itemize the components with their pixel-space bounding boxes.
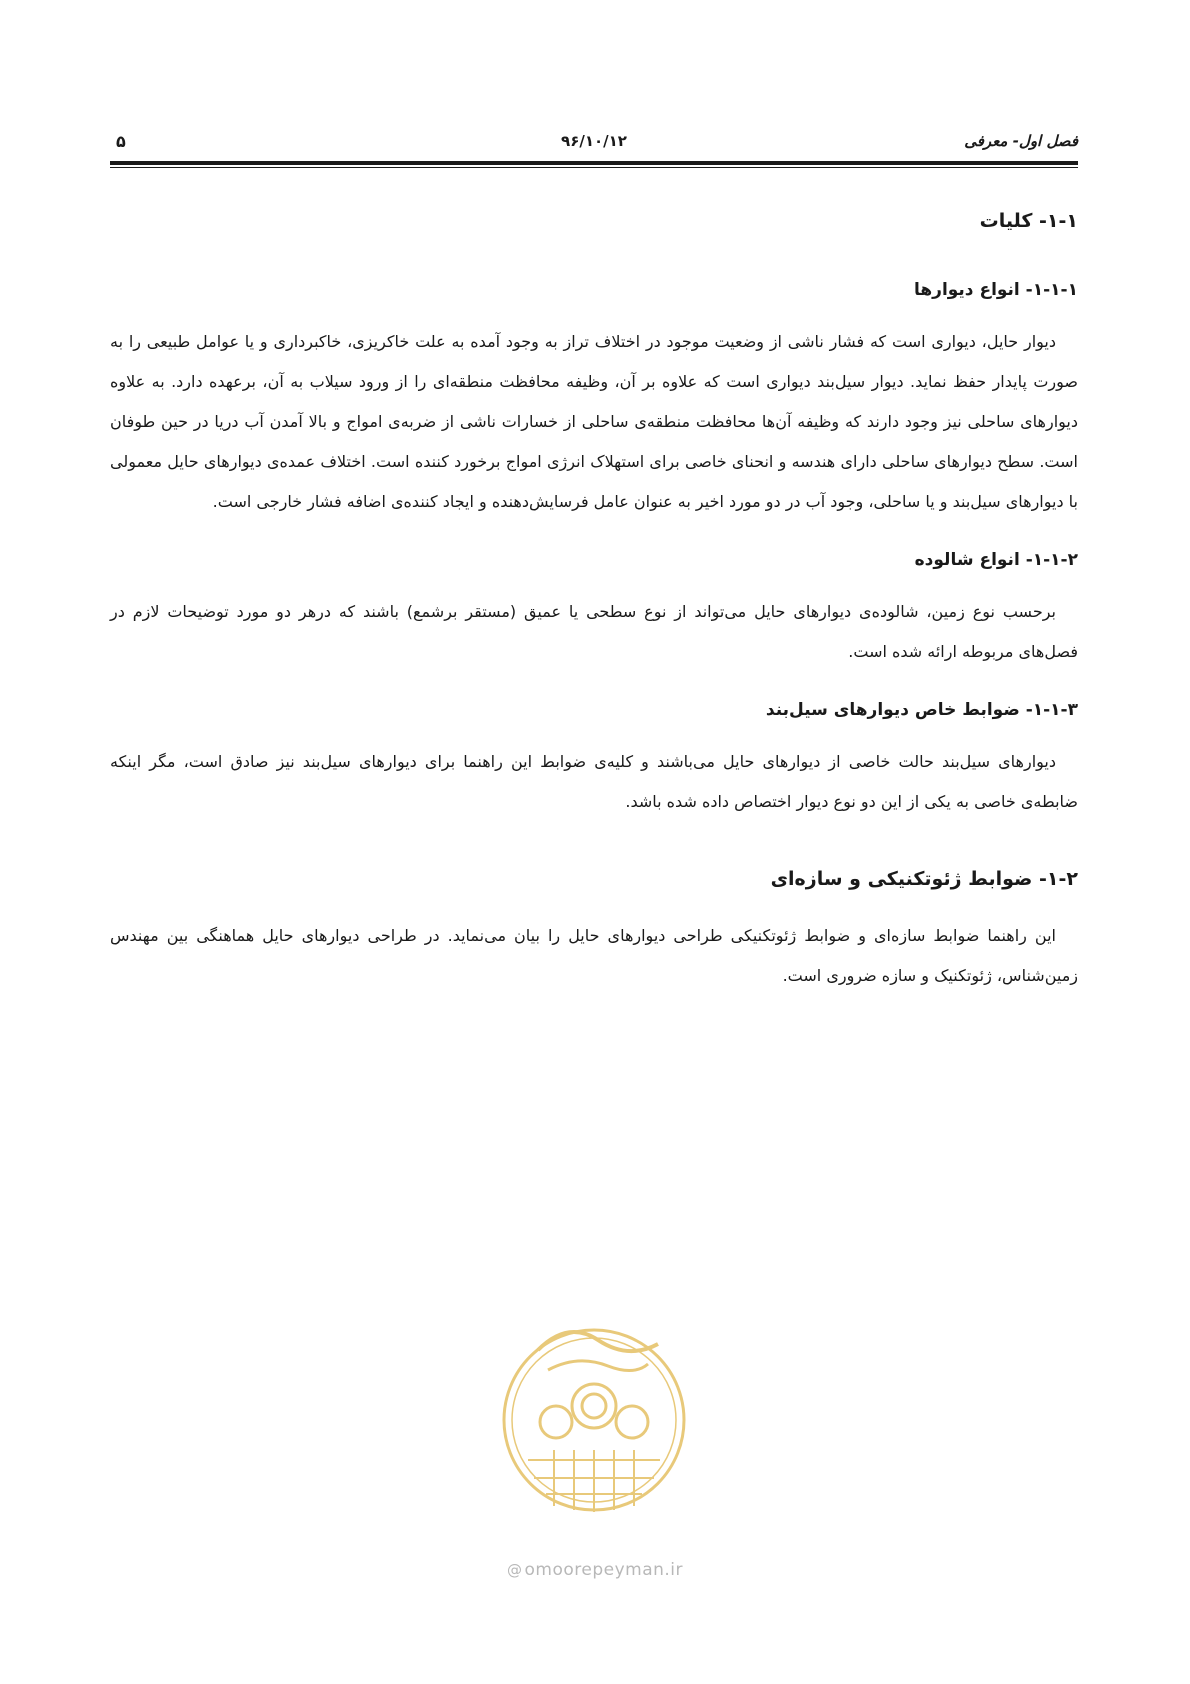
page-header xyxy=(110,128,1078,156)
document-body xyxy=(110,210,1078,996)
paragraph-wall-types: دیوار حایل، دیواری است که فشار ناشی از وضعیت موجود در اختلاف تراز به وجود آمده به علت خاکریزی، خاکبرداری و یا عوامل طبیعی را به صورت پایدار حفظ نماید. دیوار سیل‌بند دیواری است که علاوه بر آن، وظیفه محافظت منطقه‌ای را از ورود سیلاب به آن، برعهده دارد. به علاوه دیوارهای ساحلی نیز وجود دارند که وظیفه آن‌ها محافظت منطقه‌ی ساحلی از خسارات ناشی از ضربه‌ی امواج و بالا آمدن آب دریا در حین طوفان است. سطح دیوارهای ساحلی دارای هندسه و انحنای خاصی برای استهلاک انرژی امواج برخورد کننده است. اختلاف عمده‌ی دیوارهای حایل معمولی با دیوارهای سیل‌بند و یا ساحلی، وجود آب در دو مورد اخیر به عنوان عامل فرسایش‌دهنده و ایجاد کننده‌ی اضافه فشار خارجی است. xyxy=(110,332,1078,511)
subsection-title-foundation-types: ۱-۱-۲- انواع شالوده xyxy=(914,550,1078,570)
paragraph-geotechnical: این راهنما ضوابط سازه‌ای و ضوابط ژئوتکنیکی طراحی دیوارهای حایل را بیان می‌نماید. در طراحی دیوارهای حایل هماهنگی بین مهندس زمین‌شناس، ژئوتکنیک و سازه ضروری است. xyxy=(110,926,1078,985)
subsection-title-flood-wall-rules: ۱-۱-۳- ضوابط خاص دیوارهای سیل‌بند xyxy=(765,700,1078,720)
paragraph-flood-wall-rules: دیوارهای سیل‌بند حالت خاصی از دیوارهای حایل می‌باشند و کلیه‌ی ضوابط این راهنما برای دیوارهای سیل‌بند نیز صادق است، مگر اینکه ضابطه‌ی خاصی به یکی از این دو نوع دیوار اختصاص داده شده باشد. xyxy=(110,752,1078,811)
subsection-wall-types xyxy=(110,280,1078,522)
section-geotechnical xyxy=(110,868,1078,996)
header-date: ۹۶/۱۰/۱۲ xyxy=(561,132,627,150)
page-number: ۵ xyxy=(116,132,126,151)
watermark-seal xyxy=(498,1310,690,1550)
subsection-foundation-types xyxy=(110,550,1078,672)
subsection-title-wall-types: ۱-۱-۱- انواع دیوارها xyxy=(913,280,1078,300)
section-title-geotechnical: ۱-۲- ضوابط ژئوتکنیکی و سازه‌ای xyxy=(770,868,1078,890)
at-icon: @ xyxy=(506,1561,523,1579)
header-rule xyxy=(110,161,1078,168)
subsection-flood-wall-rules xyxy=(110,700,1078,822)
chapter-title: فصل اول- معرفی xyxy=(964,132,1078,150)
paragraph-foundation-types: برحسب نوع زمین، شالوده‌ی دیوارهای حایل می‌تواند از نوع سطحی یا عمیق (مستقر برشمع) باشند که درهر دو مورد توضیحات لازم در فصل‌های مربوطه ارائه شده است. xyxy=(110,602,1078,661)
watermark-url: @ omoorepeyman.ir xyxy=(506,1560,684,1580)
section-title-general: ۱-۱- کلیات xyxy=(979,210,1078,232)
